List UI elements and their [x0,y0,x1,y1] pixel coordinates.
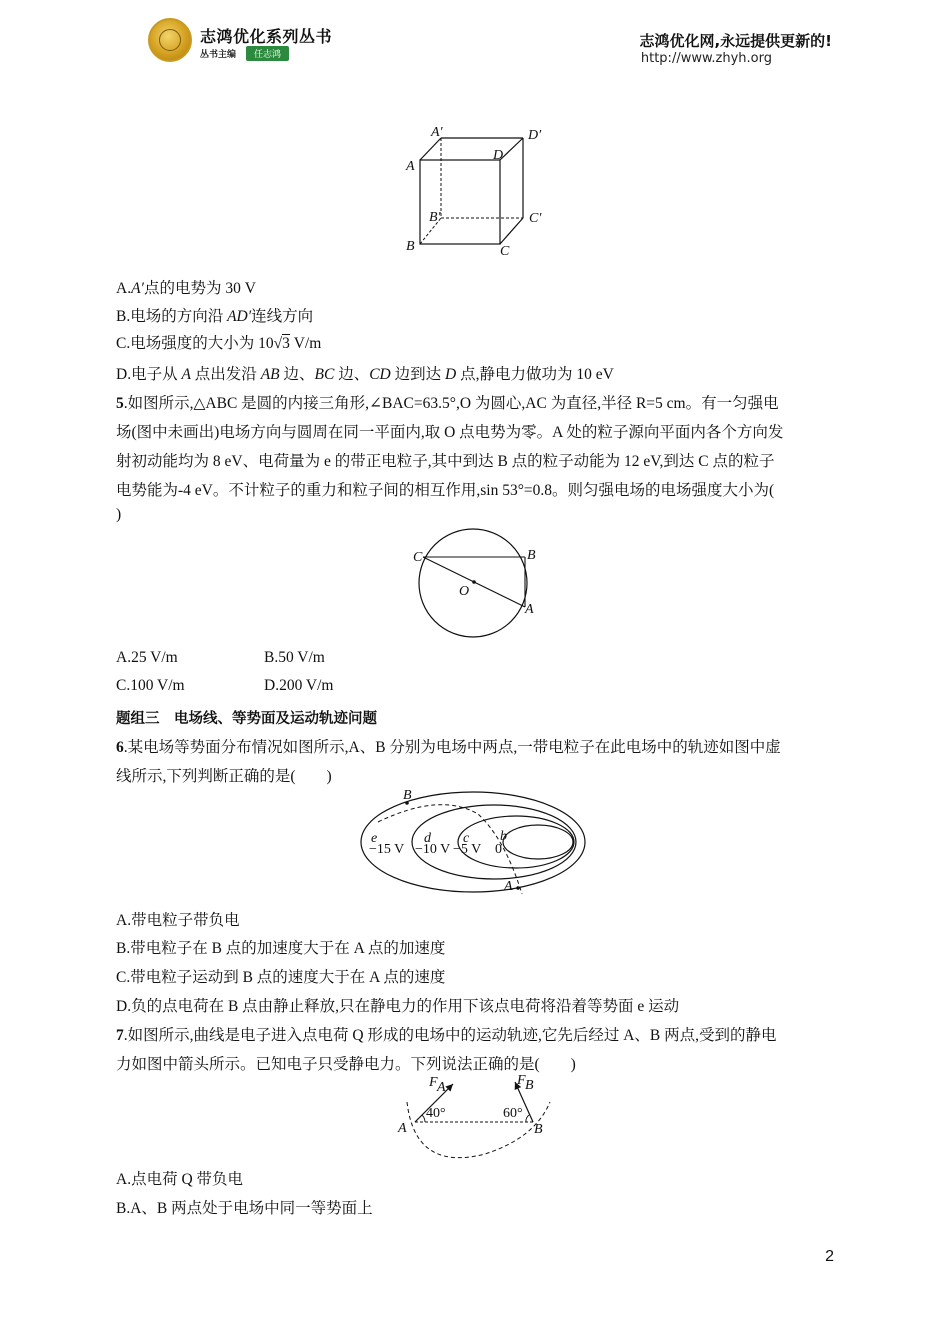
circle-figure [405,525,550,643]
eq-label-c: c [463,831,470,846]
cube-figure [395,122,555,262]
q5-line-1: 5.如图所示,△ABC 是圆的内接三角形,∠BAC=63.5°,O 为圆心,AC 为直径,半径 R=5 cm。有一匀强电 [116,395,779,412]
q6-option-d: D.负的点电荷在 B 点由静止释放,只在静电力的作用下该点电荷将沿着等势面 e 运动 [116,998,680,1015]
circle-label-o: O [459,584,470,599]
q7-line-1: 7.如图所示,曲线是电子进入点电荷 Q 形成的电场中的运动轨迹,它先后经过 A、B 两点,受到的静电 [116,1027,777,1044]
series-title: 志鸿优化系列丛书 [200,27,333,46]
editor-label: 丛书主编 [200,50,237,60]
header-slogan: 志鸿优化网,永远提供更新的! [639,32,832,50]
section-3-title: 题组三 电场线、等势面及运动轨迹问题 [116,711,377,727]
q6-option-a: A.带电粒子带负电 [116,912,240,929]
force-figure [395,1072,557,1164]
eq-label-e: e [371,831,378,846]
q4-option-c: C.电场强度的大小为 10√3 V/m [116,335,322,352]
eq-point-a: A [504,879,513,894]
q4-option-a: A.A′点的电势为 30 V [116,280,256,297]
q7-line-2: 力如图中箭头所示。已知电子只受静电力。下列说法正确的是( ) [116,1056,576,1073]
force-angle-b: 60° [503,1106,523,1121]
eq-label-b: b [500,829,507,844]
q6-option-c: C.带电粒子运动到 B 点的速度大于在 A 点的速度 [116,969,446,986]
equipotential-figure [360,784,592,904]
q6-line-1: 6.某电场等势面分布情况如图所示,A、B 分别为电场中两点,一带电粒子在此电场中的轨迹如图中虚 [116,739,781,756]
cube-label-a-prime: A′ [431,125,443,140]
q5-line-5: ) [116,506,122,523]
circle-label-b: B [527,548,536,563]
eq-value-0: 0 [495,842,502,857]
force-label-a: A [398,1121,407,1136]
eq-value-minus10: −10 V [415,842,451,857]
force-label-fa: F [429,1075,438,1090]
q5-line-3: 射初动能均为 8 eV、电荷量为 e 的带正电粒子,其中到达 B 点的粒子动能为 12 eV,到达 C 点的粒子 [116,453,775,470]
force-label-fa-sub: A [437,1080,446,1095]
page-number: 2 [825,1248,834,1265]
q6-line-2: 线所示,下列判断正确的是( ) [116,768,332,785]
q7-option-b: B.A、B 两点处于电场中同一等势面上 [116,1200,373,1217]
force-label-b: B [534,1122,543,1137]
eq-point-b: B [403,788,412,803]
eq-label-d: d [424,831,431,846]
q4-option-d: D.电子从 A 点出发沿 AB 边、BC 边、CD 边到达 D 点,静电力做功为 10 eV [116,366,614,383]
q5-option-b: B.50 V/m [264,649,325,666]
cube-label-b: B [406,239,415,254]
force-label-fb-sub: B [525,1078,534,1093]
q5-option-a: A.25 V/m [116,649,178,666]
force-angle-a: 40° [426,1106,446,1121]
sqrt-symbol: √3 [273,335,290,352]
cube-label-d-prime: D′ [528,128,542,143]
q4-option-b: B.电场的方向沿 AD′连线方向 [116,308,314,325]
header-url[interactable]: http://www.zhyh.org [640,51,772,66]
q7-option-a: A.点电荷 Q 带负电 [116,1171,244,1188]
circle-label-a: A [525,602,534,617]
cube-label-d: D [493,148,504,163]
q6-option-b: B.带电粒子在 B 点的加速度大于在 A 点的加速度 [116,940,446,957]
eq-value-minus15: −15 V [369,842,405,857]
cube-label-c: C [500,244,510,259]
q5-line-2: 场(图中未画出)电场方向与圆周在同一平面内,取 O 点电势为零。A 处的粒子源向平面内各个方向发 [116,424,784,441]
q5-line-4: 电势能为-4 eV。不计粒子的重力和粒子间的相互作用,sin 53°=0.8。则匀强电场的电场强度大小为( [116,482,775,499]
q5-option-d: D.200 V/m [264,677,334,694]
cube-label-c-prime: C′ [529,211,542,226]
eq-value-minus5: −5 V [453,842,482,857]
force-label-fb: F [517,1073,526,1088]
cube-label-b-prime: B′ [429,210,441,225]
circle-label-c: C [413,550,423,565]
q5-option-c: C.100 V/m [116,677,185,694]
publisher-logo [148,18,192,62]
editor-name: 任志鸿 [246,46,289,61]
cube-label-a: A [406,159,415,174]
